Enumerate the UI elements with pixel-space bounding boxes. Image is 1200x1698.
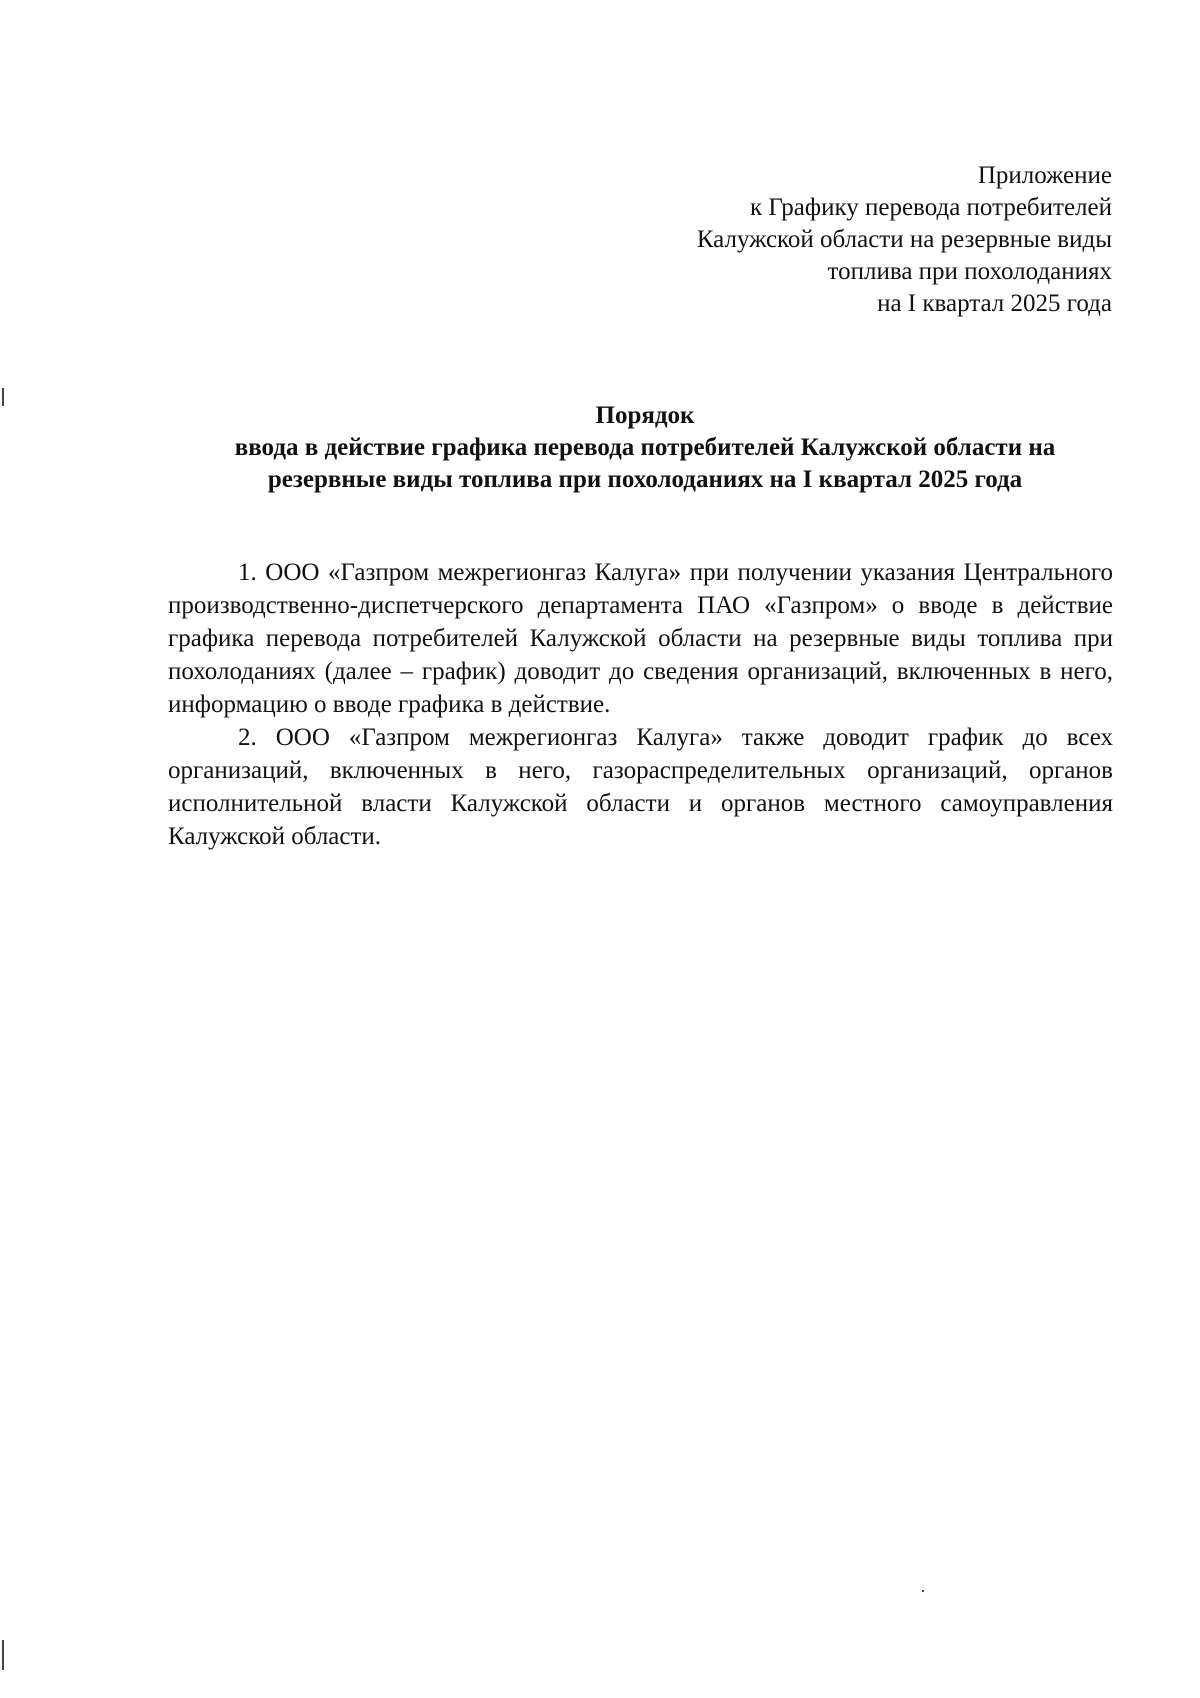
appendix-block <box>697 160 1112 320</box>
appendix-line: Калужской области на резервные виды <box>696 226 1112 253</box>
paragraph-1: 1. ООО «Газпром межрегионгаз Калуга» при получении указания Центрального производственно-диспетчерского департамента ПАО «Газпром» о вводе в действие графика перевода потребителей Калужской области на резервные виды топлива при похолоданиях (далее – график) доводит до сведения организаций, включенных в него, информацию о вводе графика в действие. <box>168 559 1113 718</box>
title-subtitle-line: резервные виды топлива при похолоданиях на I квартал 2025 года <box>267 466 1023 493</box>
scan-dot <box>922 1590 924 1592</box>
title-subtitle-line: ввода в действие графика перевода потребителей Калужской области на <box>234 434 1056 461</box>
scan-edge-mark-top <box>2 388 4 406</box>
appendix-line: Приложение <box>977 162 1112 189</box>
title-heading: Порядок <box>595 402 695 429</box>
paragraph-2: 2. ООО «Газпром межрегионгаз Калуга» также доводит график до всех организаций, включенных в него, газораспределительных организаций, органов исполнительной власти Калужской области и органов местного самоуправления Калужской области. <box>168 724 1113 850</box>
appendix-line: топлива при похолоданиях <box>827 258 1112 285</box>
document-body <box>168 556 1113 853</box>
document-title <box>160 400 1130 496</box>
appendix-line: на I квартал 2025 года <box>877 290 1112 317</box>
scan-edge-mark-bottom <box>2 1640 4 1670</box>
appendix-line: к Графику перевода потребителей <box>750 194 1112 221</box>
